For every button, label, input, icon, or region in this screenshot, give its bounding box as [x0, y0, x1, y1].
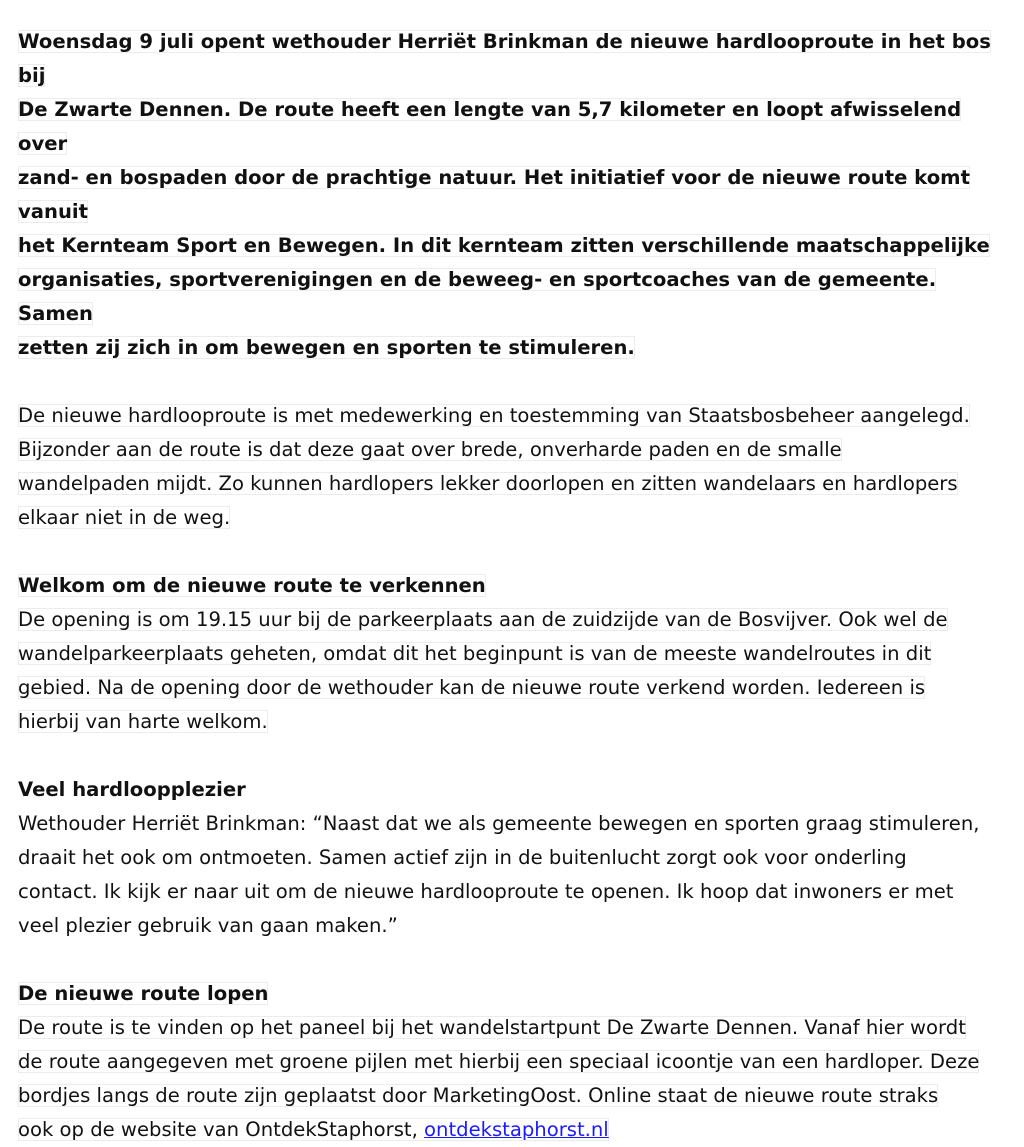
article	[18, 25, 1008, 1147]
text-line: zand- en bospaden door de prachtige natuur. Het initiatief voor de nieuwe route komt vanuit	[18, 166, 970, 223]
text-line: De nieuwe hardlooproute is met medewerking en toestemming van Staatsbosbeheer aangelegd.	[18, 404, 970, 427]
section-heading: De nieuwe route lopen	[18, 982, 269, 1005]
text-line: zetten zij zich in om bewegen en sporten te stimuleren.	[18, 336, 635, 359]
intro-paragraph	[18, 25, 1008, 365]
section-heading: Veel hardloopplezier	[18, 778, 246, 801]
text-line: De route is te vinden op het paneel bij het wandelstartpunt De Zwarte Dennen. Vanaf hier wordt	[18, 1016, 966, 1039]
text-line: De opening is om 19.15 uur bij de parkeerplaats aan de zuidzijde van de Bosvijver. Ook wel de	[18, 608, 948, 631]
spacer	[18, 365, 1008, 399]
route-description-paragraph	[18, 399, 1008, 535]
text-line: bordjes langs de route zijn geplaatst door MarketingOost. Online staat de nieuwe route straks	[18, 1084, 939, 1107]
section-heading: Welkom om de nieuwe route te verkennen	[18, 574, 486, 597]
ontdekstaphorst-link[interactable]: ontdekstaphorst.nl	[424, 1118, 609, 1141]
text-line: Woensdag 9 juli opent wethouder Herriët Brinkman de nieuwe hardlooproute in het bos bij	[18, 30, 991, 87]
text-line: organisaties, sportverenigingen en de beweeg- en sportcoaches van de gemeente. Samen	[18, 268, 937, 325]
text-line: contact. Ik kijk er naar uit om de nieuwe hardlooproute te openen. Ik hoop dat inwoners er met	[18, 880, 954, 903]
walk-route-section	[18, 977, 1008, 1147]
welcome-section	[18, 569, 1008, 739]
text-line: het Kernteam Sport en Bewegen. In dit kernteam zitten verschillende maatschappelijke	[18, 234, 990, 257]
spacer	[18, 739, 1008, 773]
spacer	[18, 943, 1008, 977]
text-line: veel plezier gebruik van gaan maken.”	[18, 914, 398, 937]
text-line: ook op de website van OntdekStaphorst,	[18, 1118, 425, 1141]
text-line: Wethouder Herriët Brinkman: “Naast dat we als gemeente bewegen en sporten graag stimuleren,	[18, 812, 980, 835]
text-line: hierbij van harte welkom.	[18, 710, 268, 733]
running-fun-section	[18, 773, 1008, 943]
text-line: De Zwarte Dennen. De route heeft een lengte van 5,7 kilometer en loopt afwisselend over	[18, 98, 962, 155]
text-line-with-link	[18, 1118, 609, 1141]
text-line: de route aangegeven met groene pijlen met hierbij een speciaal icoontje van een hardloper. Deze	[18, 1050, 980, 1073]
text-line: elkaar niet in de weg.	[18, 506, 231, 529]
text-line: draait het ook om ontmoeten. Samen actief zijn in de buitenlucht zorgt ook voor onderling	[18, 846, 907, 869]
text-line: wandelparkeerplaats geheten, omdat dit het beginpunt is van de meeste wandelroutes in dit	[18, 642, 932, 665]
spacer	[18, 535, 1008, 569]
text-line: gebied. Na de opening door de wethouder kan de nieuwe route verkend worden. Iedereen is	[18, 676, 926, 699]
text-line: Bijzonder aan de route is dat deze gaat over brede, onverharde paden en de smalle	[18, 438, 842, 461]
text-line: wandelpaden mijdt. Zo kunnen hardlopers lekker doorlopen en zitten wandelaars en hardlopers	[18, 472, 958, 495]
